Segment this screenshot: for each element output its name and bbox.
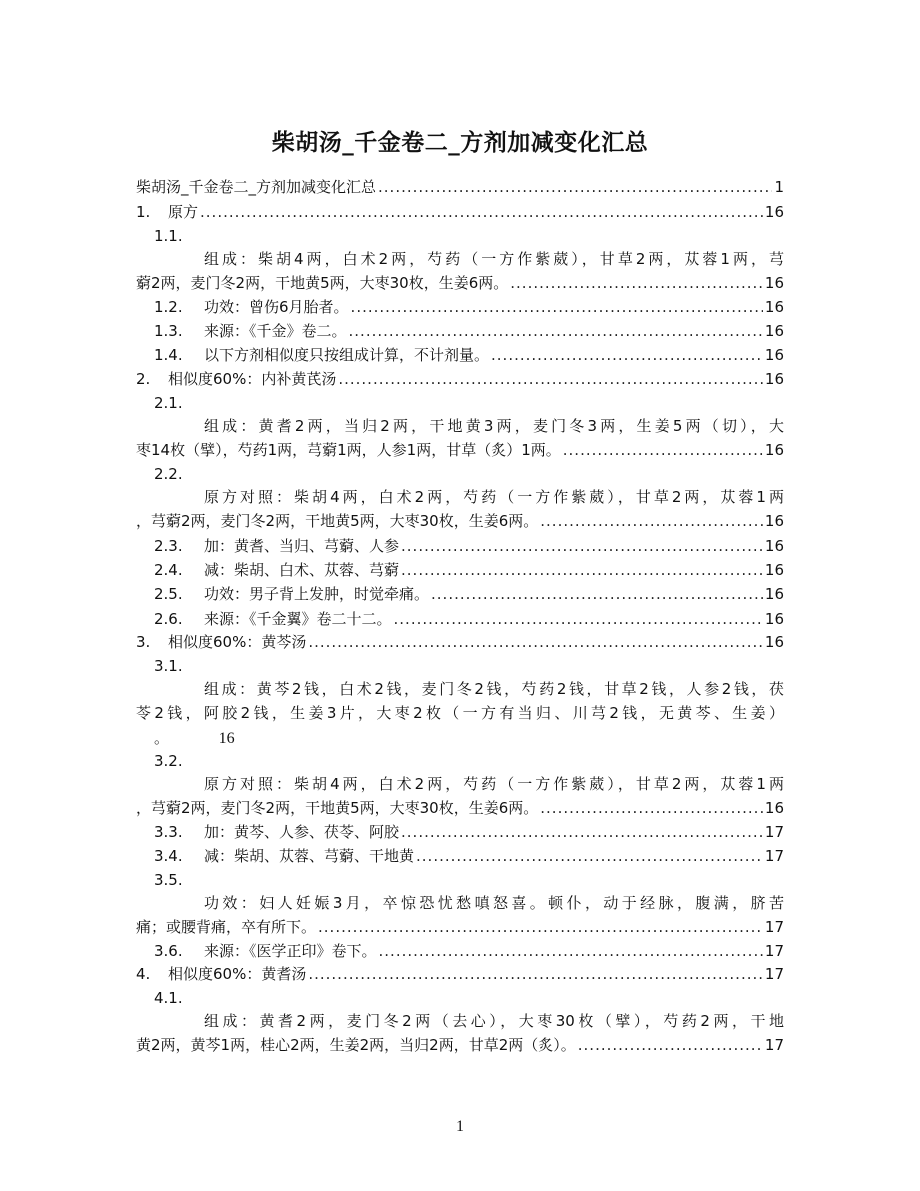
toc-entry-1-3[interactable] [154,320,784,342]
page-title: 柴胡汤_千金卷二_方剂加减变化汇总 [271,130,649,156]
toc-number: 1.3. [154,322,183,340]
toc-number: 4. [136,965,151,983]
toc-number: 2.6. [154,610,183,628]
toc-text: 相似度60%：内补黄芪汤 [168,370,337,388]
toc-entry-3-2[interactable] [136,797,784,819]
toc-text: 痛；或腰背痛，卒有所下。 [136,918,317,936]
toc-page: 16 [218,730,235,747]
toc-text: 来源：《千金》卷二。 [204,322,347,340]
toc-page: 16 [764,203,784,221]
toc-page: 16 [764,537,784,555]
toc-page: 17 [764,823,784,841]
page-number: 1 [456,1118,464,1135]
toc-text: 黄2两，黄芩1两，桂心2两，生姜2两，当归2两，甘草2两（炙）。 [136,1036,576,1054]
toc-entry-4-1[interactable] [136,1034,784,1056]
toc-page: 17 [764,965,784,983]
toc-text[interactable]: 原方对照：柴胡4两，白术2两，芍药（一方作紫葳），甘草2两，苁蓉1两 [204,775,784,793]
toc-page: 16 [764,441,784,459]
toc-entry-1-1[interactable] [136,272,784,294]
toc-number: 2.3. [154,537,183,555]
toc-entry-3[interactable] [136,631,784,653]
toc-text: 加：黄耆、当归、芎藭、人参 [204,537,400,555]
toc-page: 1 [774,178,784,196]
toc-page: 16 [764,346,784,364]
toc-text[interactable]: 组成：黄耆2两，当归2两，干地黄3两，麦门冬3两，生姜5两（切），大 [204,417,784,435]
toc-text: 加：黄芩、人参、茯苓、阿胶 [204,823,400,841]
toc-text: 枣14枚（擘），芍药1两，芎藭1两，人参1两，甘草（炙）1两。 [136,441,561,459]
toc-entry-2-5[interactable] [154,583,784,605]
toc-number: 3.3. [154,823,183,841]
toc-number: 3.5. [154,871,183,889]
toc-entry-3-5[interactable] [136,916,784,938]
toc-text[interactable]: 组成：柴胡4两，白术2两，芍药（一方作紫葳），甘草2两，苁蓉1两，芎 [204,250,784,268]
toc-page: 16 [764,274,784,292]
toc-text: ，芎藭2两，麦门冬2两，干地黄5两，大枣30枚，生姜6两。 [136,799,539,817]
toc-number: 1. [136,203,151,221]
toc-number: 2.1. [154,394,183,412]
toc-entry-2-3[interactable] [154,535,784,557]
toc-text: 以下方剂相似度只按组成计算，不计剂量。 [204,346,490,364]
toc-entry-1-2[interactable] [154,296,784,318]
toc-text[interactable]: 原方对照：柴胡4两，白术2两，芍药（一方作紫葳），甘草2两，苁蓉1两 [204,488,784,506]
toc-entry-document[interactable] [136,176,784,198]
toc-page: 16 [764,298,784,316]
toc-entry-3-3[interactable] [154,821,784,843]
toc-number: 2.4. [154,561,183,579]
toc-number: 3.2. [154,752,183,770]
toc-entry-2-4[interactable] [154,559,784,581]
toc-page: 16 [764,610,784,628]
toc-text[interactable]: 组成：黄耆2两，麦门冬2两（去心），大枣30枚（擘），芍药2两，干地 [204,1012,784,1030]
toc-text: 功效：男子背上发肿，时觉牵痛。 [204,585,430,603]
toc-entry-3-4[interactable] [154,845,784,867]
toc-text: 原方 [168,203,199,221]
toc-entry-2[interactable] [136,368,784,390]
toc-text: 。 [154,729,170,747]
toc-text[interactable]: 苓2钱，阿胶2钱，生姜3片，大枣2枚（一方有当归、川芎2钱，无黄芩、生姜） [136,704,784,722]
toc-entry-2-1[interactable] [136,439,784,461]
toc-number: 3.1. [154,657,183,675]
toc-number: 3. [136,633,151,651]
toc-text: 来源：《医学正印》卷下。 [204,942,377,960]
toc-text: 相似度60%：黄芩汤 [168,633,307,651]
toc-text: 减：柴胡、苁蓉、芎藭、干地黄 [204,847,415,865]
toc-entry-2-2[interactable] [136,510,784,532]
toc-number: 1.4. [154,346,183,364]
toc-page: 17 [764,918,784,936]
toc-number: 3.4. [154,847,183,865]
toc-text[interactable]: 组成：黄芩2钱，白术2钱，麦门冬2钱，芍药2钱，甘草2钱，人参2钱，茯 [204,680,784,698]
toc-number: 2.5. [154,585,183,603]
toc-page: 16 [764,799,784,817]
toc-number: 1.1. [154,227,183,245]
toc-number: 2. [136,370,151,388]
toc-text: 藭2两，麦门冬2两，干地黄5两，大枣30枚，生姜6两。 [136,274,509,292]
toc-entry-3-6[interactable] [154,940,784,962]
toc-text: ，芎藭2两，麦门冬2两，干地黄5两，大枣30枚，生姜6两。 [136,512,539,530]
toc-page: 16 [764,633,784,651]
toc-text: 减：柴胡、白术、苁蓉、芎藭 [204,561,400,579]
toc-page: 17 [764,1036,784,1054]
toc-text: 相似度60%：黄耆汤 [168,965,307,983]
toc-entry-4[interactable] [136,963,784,985]
toc-entry-1-4[interactable] [154,344,784,366]
toc-page: 17 [764,942,784,960]
toc-page: 16 [764,370,784,388]
toc-number: 1.2. [154,298,183,316]
toc-text: 来源：《千金翼》卷二十二。 [204,610,392,628]
toc-page: 16 [764,512,784,530]
toc-text: 功效：曾伤6月胎者。 [204,298,349,316]
toc-page: 17 [764,847,784,865]
toc-page: 16 [764,322,784,340]
toc-number: 4.1. [154,989,183,1007]
toc-text: 柴胡汤_千金卷二_方剂加减变化汇总 [136,178,377,196]
toc-page: 16 [764,561,784,579]
toc-number: 3.6. [154,942,183,960]
toc-page: 16 [764,585,784,603]
toc-entry-2-6[interactable] [154,608,784,630]
toc-text[interactable]: 功效：妇人妊娠3月，卒惊恐忧愁嗔怒喜。顿仆，动于经脉，腹满，脐苦 [204,894,784,912]
toc-number: 2.2. [154,465,183,483]
toc-entry-3-1[interactable] [154,727,235,749]
toc-entry-1[interactable] [136,201,784,223]
